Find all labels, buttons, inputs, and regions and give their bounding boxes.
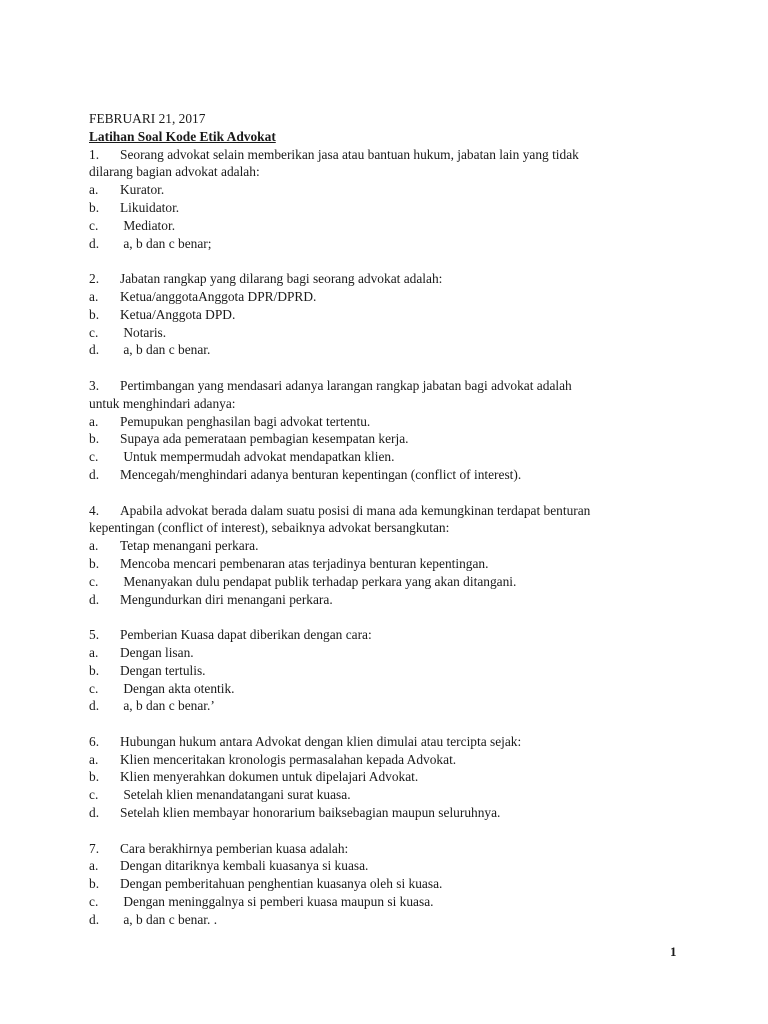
option-text: Klien menceritakan kronologis permasalahan kepada Advokat. xyxy=(120,751,457,767)
answer-option xyxy=(89,555,681,573)
question-text-line xyxy=(89,270,681,288)
option-letter: d. xyxy=(89,591,100,607)
answer-option xyxy=(89,199,681,217)
option-letter: c. xyxy=(89,217,99,233)
question-block xyxy=(89,502,681,627)
option-text: Tetap menangani perkara. xyxy=(120,538,259,554)
question-spacer xyxy=(89,822,681,840)
answer-option xyxy=(89,306,681,324)
answer-option xyxy=(89,217,681,235)
answer-option xyxy=(89,413,681,431)
question-block xyxy=(89,840,681,929)
option-text: Mencegah/menghindari adanya benturan kepentingan (conflict of interest). xyxy=(120,466,522,482)
question-block xyxy=(89,377,681,502)
answer-option xyxy=(89,893,681,911)
option-text: Mengundurkan diri menangani perkara. xyxy=(120,591,333,607)
question-text: Jabatan rangkap yang dilarang bagi seorang advokat adalah: xyxy=(120,271,443,287)
question-block xyxy=(89,270,681,377)
option-letter: d. xyxy=(89,235,100,251)
option-text: Dengan pemberitahuan penghentian kuasanya oleh si kuasa. xyxy=(120,876,443,892)
answer-option xyxy=(89,591,681,609)
option-text: Dengan meninggalnya si pemberi kuasa maupun si kuasa. xyxy=(120,894,434,910)
option-letter: d. xyxy=(89,698,100,714)
question-text: Pertimbangan yang mendasari adanya larangan rangkap jabatan bagi advokat adalah xyxy=(120,377,572,393)
answer-option xyxy=(89,430,681,448)
question-text-line xyxy=(89,626,681,644)
option-letter: a. xyxy=(89,751,99,767)
option-letter: c. xyxy=(89,449,99,465)
answer-option xyxy=(89,466,681,484)
option-text: Dengan tertulis. xyxy=(120,662,206,678)
question-number: 6. xyxy=(89,733,100,749)
option-text: Menanyakan dulu pendapat publik terhadap perkara yang akan ditangani. xyxy=(120,573,517,589)
question-number: 1. xyxy=(89,146,100,162)
question-block xyxy=(89,733,681,840)
question-number: 3. xyxy=(89,377,100,393)
option-letter: d. xyxy=(89,342,100,358)
option-text: Dengan ditariknya kembali kuasanya si kuasa. xyxy=(120,858,369,874)
option-text: a, b dan c benar. xyxy=(120,342,211,358)
option-text: Setelah klien menandatangani surat kuasa. xyxy=(120,787,351,803)
option-letter: b. xyxy=(89,199,100,215)
question-number: 7. xyxy=(89,840,100,856)
question-text-line xyxy=(89,519,681,537)
option-letter: a. xyxy=(89,413,99,429)
answer-option xyxy=(89,875,681,893)
document-date: FEBRUARI 21, 2017 xyxy=(89,111,206,126)
option-text: Ketua/anggotaAnggota DPR/DPRD. xyxy=(120,288,317,304)
question-number: 4. xyxy=(89,502,100,518)
question-text: kepentingan (conflict of interest), sebaiknya advokat bersangkutan: xyxy=(89,520,450,536)
question-text: dilarang bagian advokat adalah: xyxy=(89,164,260,180)
answer-option xyxy=(89,537,681,555)
page-number: 1 xyxy=(670,944,677,959)
option-text: Dengan lisan. xyxy=(120,644,194,660)
answer-option xyxy=(89,235,681,253)
question-text: Pemberian Kuasa dapat diberikan dengan cara: xyxy=(120,627,372,643)
answer-option xyxy=(89,288,681,306)
question-spacer xyxy=(89,715,681,733)
answer-option xyxy=(89,662,681,680)
question-spacer xyxy=(89,252,681,270)
option-text: Supaya ada pemerataan pembagian kesempatan kerja. xyxy=(120,431,409,447)
option-text: a, b dan c benar. . xyxy=(120,911,218,927)
question-number: 5. xyxy=(89,627,100,643)
option-letter: b. xyxy=(89,306,100,322)
option-letter: a. xyxy=(89,538,99,554)
answer-option xyxy=(89,804,681,822)
option-text: Dengan akta otentik. xyxy=(120,680,235,696)
option-letter: c. xyxy=(89,573,99,589)
option-text: Untuk mempermudah advokat mendapatkan klien. xyxy=(120,449,395,465)
option-letter: b. xyxy=(89,769,100,785)
answer-option xyxy=(89,181,681,199)
answer-option xyxy=(89,857,681,875)
answer-option xyxy=(89,751,681,769)
document-content xyxy=(89,110,681,929)
option-text: a, b dan c benar.’ xyxy=(120,698,215,714)
option-text: Ketua/Anggota DPD. xyxy=(120,306,236,322)
answer-option xyxy=(89,786,681,804)
option-letter: a. xyxy=(89,644,99,660)
question-block xyxy=(89,626,681,733)
option-letter: a. xyxy=(89,858,99,874)
answer-option xyxy=(89,911,681,929)
option-letter: b. xyxy=(89,555,100,571)
question-text-line xyxy=(89,733,681,751)
option-text: Kurator. xyxy=(120,182,165,198)
answer-option xyxy=(89,680,681,698)
option-letter: c. xyxy=(89,894,99,910)
answer-option xyxy=(89,341,681,359)
option-text: Pemupukan penghasilan bagi advokat tertentu. xyxy=(120,413,371,429)
answer-option xyxy=(89,324,681,342)
option-letter: d. xyxy=(89,805,100,821)
question-text: Seorang advokat selain memberikan jasa atau bantuan hukum, jabatan lain yang tidak xyxy=(120,146,579,162)
option-text: Likuidator. xyxy=(120,199,180,215)
option-letter: d. xyxy=(89,911,100,927)
option-letter: c. xyxy=(89,680,99,696)
question-text-line xyxy=(89,377,681,395)
answer-option xyxy=(89,644,681,662)
option-letter: d. xyxy=(89,466,100,482)
option-text: a, b dan c benar; xyxy=(120,235,212,251)
question-list xyxy=(89,146,681,929)
option-letter: b. xyxy=(89,431,100,447)
question-text-line xyxy=(89,146,681,164)
option-letter: b. xyxy=(89,662,100,678)
option-text: Mediator. xyxy=(120,217,176,233)
question-text-line xyxy=(89,163,681,181)
answer-option xyxy=(89,573,681,591)
question-number: 2. xyxy=(89,271,100,287)
option-text: Klien menyerahkan dokumen untuk dipelajari Advokat. xyxy=(120,769,419,785)
question-text-line xyxy=(89,840,681,858)
question-text: Apabila advokat berada dalam suatu posisi di mana ada kemungkinan terdapat benturan xyxy=(120,502,591,518)
question-text-line xyxy=(89,395,681,413)
option-text: Mencoba mencari pembenaran atas terjadinya benturan kepentingan. xyxy=(120,555,489,571)
question-text: Hubungan hukum antara Advokat dengan klien dimulai atau tercipta sejak: xyxy=(120,733,522,749)
document-title: Latihan Soal Kode Etik Advokat xyxy=(89,128,276,144)
answer-option xyxy=(89,448,681,466)
option-letter: a. xyxy=(89,288,99,304)
answer-option xyxy=(89,697,681,715)
question-spacer xyxy=(89,484,681,502)
question-text: Cara berakhirnya pemberian kuasa adalah: xyxy=(120,840,349,856)
answer-option xyxy=(89,768,681,786)
question-block xyxy=(89,146,681,271)
option-text: Notaris. xyxy=(120,324,167,340)
option-letter: a. xyxy=(89,182,99,198)
option-letter: c. xyxy=(89,787,99,803)
question-spacer xyxy=(89,608,681,626)
option-letter: c. xyxy=(89,324,99,340)
question-text-line xyxy=(89,502,681,520)
question-text: untuk menghindari adanya: xyxy=(89,395,236,411)
option-letter: b. xyxy=(89,876,100,892)
question-spacer xyxy=(89,359,681,377)
option-text: Setelah klien membayar honorarium baiksebagian maupun seluruhnya. xyxy=(120,805,501,821)
